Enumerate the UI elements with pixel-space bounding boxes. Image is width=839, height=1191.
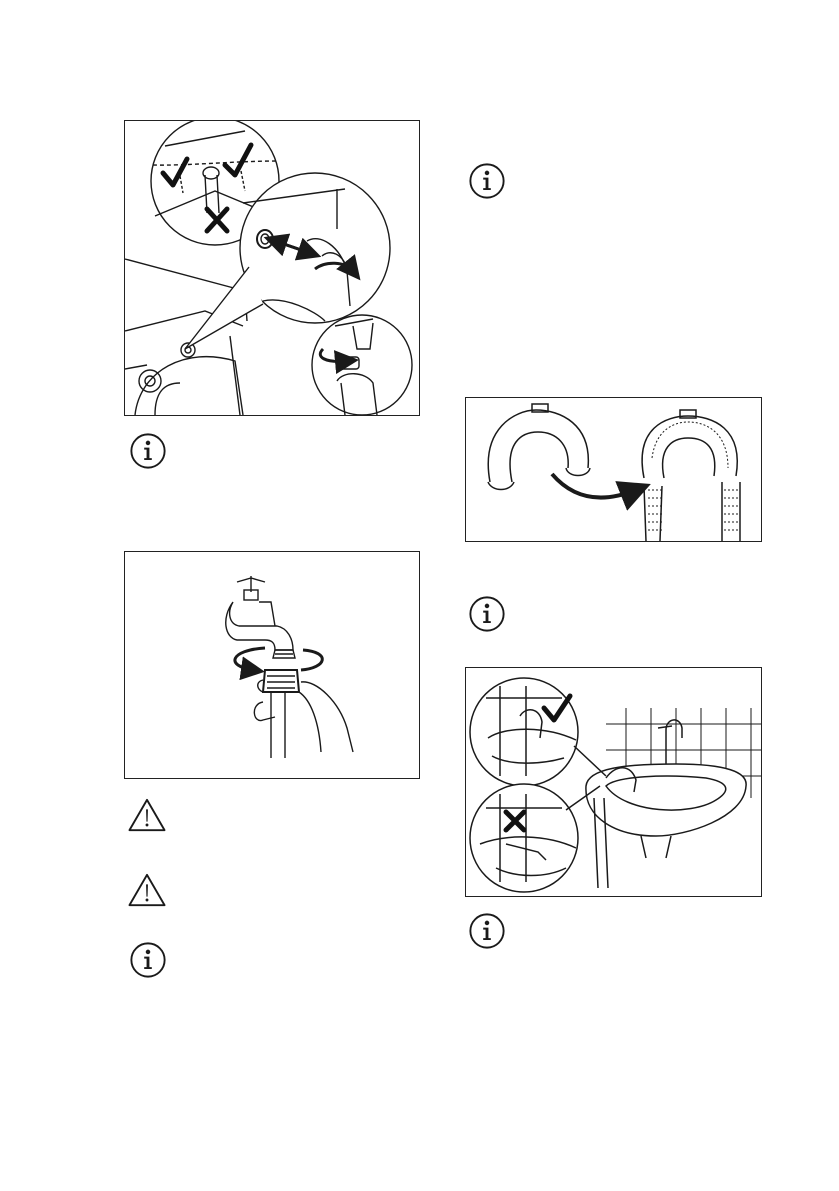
info-icon xyxy=(129,941,167,979)
hose-guide-illustration xyxy=(466,398,761,541)
figure-inlet-hose-connection xyxy=(124,120,420,416)
info-icon xyxy=(468,162,506,200)
inlet-hose-illustration xyxy=(125,121,419,415)
info-icon xyxy=(468,595,506,633)
figure-tap-connection xyxy=(124,551,420,779)
tap-illustration xyxy=(125,552,419,778)
info-icon xyxy=(468,912,506,950)
figure-hose-guide xyxy=(465,397,762,542)
figure-sink-drain xyxy=(465,667,762,897)
info-icon xyxy=(129,432,167,470)
warning-icon xyxy=(127,872,167,908)
warning-icon xyxy=(127,797,167,833)
sink-drain-illustration xyxy=(466,668,761,896)
